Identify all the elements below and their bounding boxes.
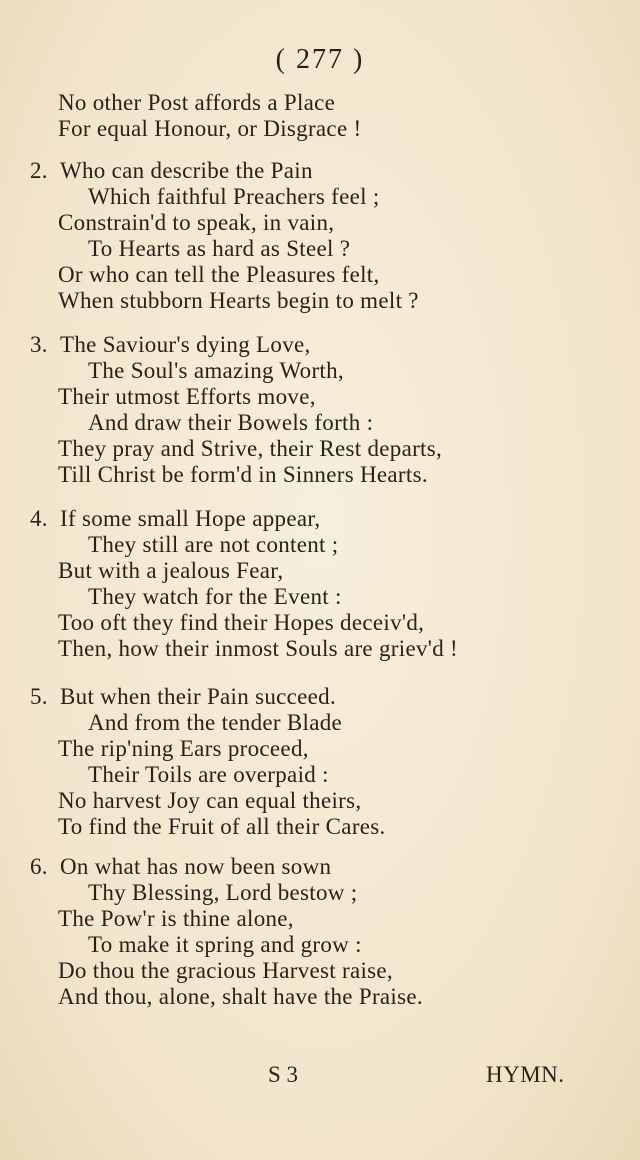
stanza-2-line-1: 2. Who can describe the Pain [30, 158, 313, 183]
stanza-3-number: 3. [30, 332, 48, 357]
stanza-2-line-6: When stubborn Hearts begin to melt ? [58, 288, 419, 313]
signature-mark: S 3 [268, 1062, 299, 1087]
stanza-3-line-5: They pray and Strive, their Rest departs, [58, 436, 443, 461]
stanza-4-line-6: Then, how their inmost Souls are griev'd ! [58, 636, 459, 661]
stanza-5-line-3: The rip'ning Ears proceed, [58, 736, 309, 761]
stanza-6-line-3: The Pow'r is thine alone, [58, 906, 294, 931]
stanza-5-line-4: Their Toils are overpaid : [88, 762, 329, 787]
stanza-4-line-2: They still are not content ; [88, 532, 339, 557]
stanza-3-line-2: The Soul's amazing Worth, [88, 358, 344, 383]
stanza-6-line-4: To make it spring and grow : [88, 932, 362, 957]
stanza-3-line-1: 3. The Saviour's dying Love, [30, 332, 311, 357]
stanza-1-line-1: No other Post affords a Place [58, 90, 336, 115]
stanza-6-line-6: And thou, alone, shalt have the Praise. [58, 984, 423, 1009]
stanza-2-line-5: Or who can tell the Pleasures felt, [58, 262, 380, 287]
stanza-3-line-3: Their utmost Efforts move, [58, 384, 316, 409]
stanza-5-line-1: 5. But when their Pain succeed. [30, 684, 337, 709]
stanza-5-number: 5. [30, 684, 48, 709]
stanza-4-line-5: Too oft they find their Hopes deceiv'd, [58, 610, 425, 635]
stanza-3-line-4: And draw their Bowels forth : [88, 410, 374, 435]
stanza-4-line-1: 4. If some small Hope appear, [30, 506, 321, 531]
stanza-6-line-1: 6. On what has now been sown [30, 854, 332, 879]
stanza-5-line-2: And from the tender Blade [88, 710, 343, 735]
stanza-4-number: 4. [30, 506, 48, 531]
stanza-3-line-6: Till Christ be form'd in Sinners Hearts. [58, 462, 428, 487]
stanza-2-line-3: Constrain'd to speak, in vain, [58, 210, 335, 235]
stanza-1-line-2: For equal Honour, or Disgrace ! [58, 116, 362, 141]
stanza-6-line-2: Thy Blessing, Lord bestow ; [88, 880, 358, 905]
stanza-2-number: 2. [30, 158, 48, 183]
stanza-2-line-4: To Hearts as hard as Steel ? [88, 236, 351, 261]
stanza-5-line-6: To find the Fruit of all their Cares. [58, 814, 386, 839]
stanza-4-line-3: But with a jealous Fear, [58, 558, 284, 583]
stanza-6-line-5: Do thou the gracious Harvest raise, [58, 958, 393, 983]
page-number: ( 277 ) [275, 44, 365, 75]
catchword: HYMN. [486, 1062, 565, 1087]
stanza-2-line-2: Which faithful Preachers feel ; [88, 184, 380, 209]
stanza-5-line-5: No harvest Joy can equal theirs, [58, 788, 362, 813]
stanza-6-number: 6. [30, 854, 48, 879]
stanza-4-line-4: They watch for the Event : [88, 584, 342, 609]
